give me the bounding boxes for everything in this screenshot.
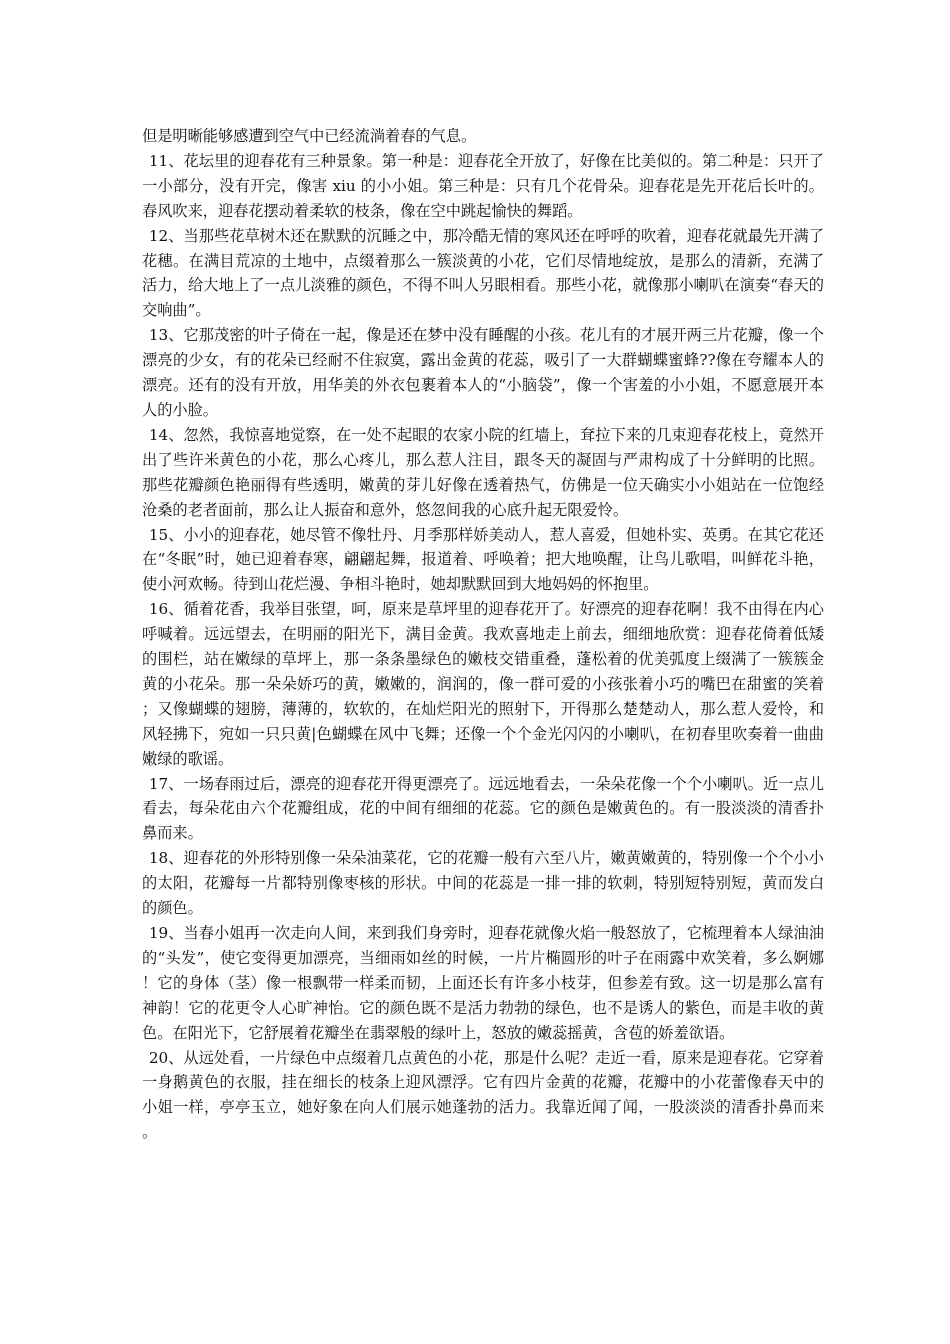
paragraph-14: 14、忽然，我惊喜地觉察，在一处不起眼的农家小院的红墙上，耷拉下来的几束迎春花枝上，竟然开出了些许米黄色的小花，那么心疼儿，那么惹人注目，跟冬天的凝固与严肃构成了十分鲜明的比照。那些花瓣颜色艳丽得有些透明，嫩黄的芽儿好像在透着热气，仿佛是一位天确实小小姐站在一位饱经沧桑的老者面前，那么让人振奋和意外，悠忽间我的心底升起无限爱怜。 — [142, 425, 824, 519]
paragraph-11: 11、花坛里的迎春花有三种景象。第一种是：迎春花全开放了，好像在比美似的。第二种是：只开了一小部分，没有开完，像害 xiu 的小小姐。第三种是：只有几个花骨朵。迎春花是先开花后长叶的。春风吹来，迎春花摆动着柔软的枝条，像在空中跳起愉快的舞蹈。 — [142, 151, 824, 220]
paragraph-17: 17、一场春雨过后，漂亮的迎春花开得更漂亮了。远远地看去，一朵朵花像一个个小喇叭。近一点儿看去，每朵花由六个花瓣组成，花的中间有细细的花蕊。它的颜色是嫩黄色的。有一股淡淡的清香扑鼻而来。 — [142, 774, 824, 843]
paragraph-12: 12、当那些花草树木还在默默的沉睡之中，那冷酷无情的寒风还在呼呼的吹着，迎春花就最先开满了花穗。在满目荒凉的土地中，点缀着那么一簇淡黄的小花，它们尽情地绽放，是那么的清新，充满了活力，给大地上了一点儿淡雅的颜色，不得不叫人另眼相看。那些小花，就像那小喇叭在演奏“春天的交响曲”。 — [142, 226, 824, 320]
paragraph-13: 13、它那茂密的叶子倚在一起，像是还在梦中没有睡醒的小孩。花儿有的才展开两三片花瓣，像一个漂亮的少女，有的花朵已经耐不住寂寞，露出金黄的花蕊，吸引了一大群蝴蝶蜜蜂??像在夸耀本人的漂亮。还有的没有开放，用华美的外衣包裹着本人的“小脑袋”，像一个害羞的小小姐，不愿意展开本人的小脸。 — [142, 326, 824, 419]
paragraph-continuation: 但是明晰能够感遭到空气中已经流淌着春的气息。 — [142, 127, 477, 145]
paragraph-18: 18、迎春花的外形特别像一朵朵油菜花，它的花瓣一般有六至八片，嫩黄嫩黄的，特别像一个个小小的太阳，花瓣每一片都特别像枣核的形状。中间的花蕊是一排一排的软刺，特别短特别短，黄而发白的颜色。 — [142, 849, 824, 918]
document-body — [142, 124, 824, 1145]
paragraph-16: 16、循着花香，我举目张望，呵，原来是草坪里的迎春花开了。好漂亮的迎春花啊！我不由得在内心呼喊着。远远望去，在明丽的阳光下，满目金黄。我欢喜地走上前去，细细地欣赏：迎春花倚着低矮的围栏，站在嫩绿的草坪上，那一条条墨绿色的嫩枝交错重叠，蓬松着的优美弧度上缀满了一簇簇金黄的小花朵。那一朵朵娇巧的黄，嫩嫩的，润润的，像一群可爱的小孩张着小巧的嘴巴在甜蜜的笑着；又像蝴蝶的翅膀，薄薄的，软软的，在灿烂阳光的照射下，开得那么楚楚动人，那么惹人爱怜，和风轻拂下，宛如一只只黄|色蝴蝶在风中飞舞；还像一个个金光闪闪的小喇叭，在初春里吹奏着一曲曲嫩绿的歌谣。 — [142, 600, 824, 768]
paragraph-15: 15、小小的迎春花，她尽管不像牡丹、月季那样娇美动人，惹人喜爱，但她朴实、英勇。在其它花还在“冬眠”时，她已迎着春寒，翩翩起舞，报道着、呼唤着；把大地唤醒，让鸟儿歌唱，叫鲜花斗艳，使小河欢畅。待到山花烂漫、争相斗艳时，她却默默回到大地妈妈的怀抱里。 — [142, 525, 824, 594]
paragraph-20: 20、从远处看，一片绿色中点缀着几点黄色的小花，那是什么呢？走近一看，原来是迎春花。它穿着一身鹅黄色的衣服，挂在细长的枝条上迎风漂浮。它有四片金黄的花瓣，花瓣中的小花蕾像春天中的小姐一样，亭亭玉立，她好象在向人们展示她蓬勃的活力。我靠近闻了闻，一股淡淡的清香扑鼻而来。 — [142, 1048, 824, 1142]
paragraph-19: 19、当春小姐再一次走向人间，来到我们身旁时，迎春花就像火焰一般怒放了，它梳理着本人绿油油的“头发”，使它变得更加漂亮，当细雨如丝的时候，一片片椭圆形的叶子在雨露中欢笑着，多么婀娜！它的身体（茎）像一根飘带一样柔而韧，上面还长有许多小枝芽，但参差有致。这一切是那么富有神韵！它的花更令人心旷神怡。它的颜色既不是活力勃勃的绿色，也不是诱人的紫色，而是丰收的黄色。在阳光下，它舒展着花瓣坐在翡翠般的绿叶上，怒放的嫩蕊摇黄，含苞的娇羞欲语。 — [142, 924, 824, 1042]
